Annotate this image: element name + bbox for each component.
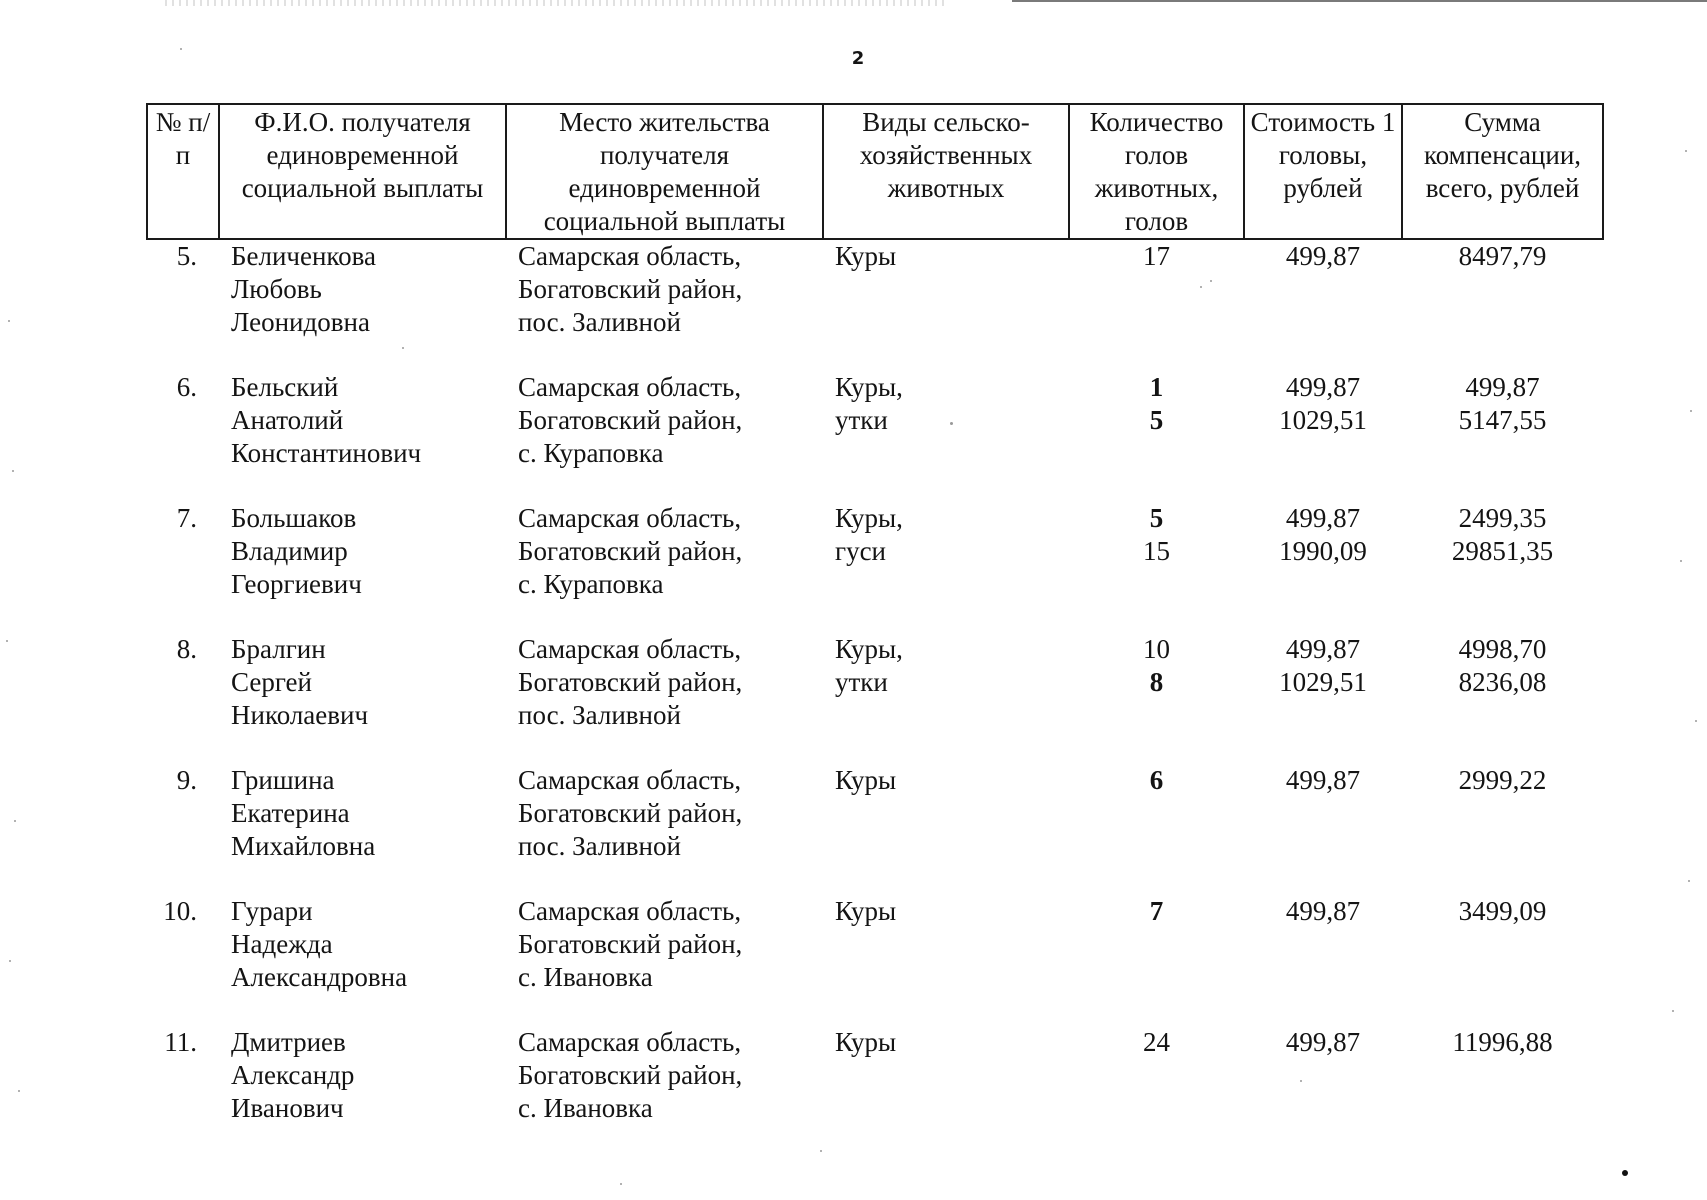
- compensation-sum: [1402, 502, 1603, 633]
- scan-speckle: [18, 1090, 20, 1092]
- compensation-sum-line: 11996,88: [1452, 1027, 1553, 1057]
- scan-speckle: [6, 640, 8, 642]
- animal-kind: [823, 502, 1069, 633]
- scan-speckle: [8, 320, 10, 322]
- recipient-name-line: Гурари: [231, 896, 313, 926]
- residence-line: Самарская область,: [518, 1027, 742, 1057]
- price-per-head-line: 1990,09: [1279, 536, 1367, 566]
- row-number: 11.: [164, 1027, 197, 1057]
- compensation-sum-line: 8236,08: [1458, 667, 1547, 697]
- recipient-name: [219, 371, 506, 502]
- scan-speckle: [14, 820, 16, 822]
- recipient-name: [219, 633, 506, 764]
- recipient-name-line: Сергей: [231, 667, 312, 697]
- residence-line: с. Кураповка: [518, 569, 664, 599]
- head-count: [1069, 633, 1244, 764]
- recipient-name-line: Александровна: [231, 962, 408, 992]
- row-number: 9.: [176, 765, 197, 795]
- header-residence: Место жительства получателя единовременной социальной выплаты: [506, 104, 823, 239]
- price-per-head-line: 499,87: [1285, 896, 1361, 926]
- price-per-head-line: 499,87: [1285, 634, 1361, 664]
- head-count: [1069, 371, 1244, 502]
- residence-line: Самарская область,: [518, 503, 742, 533]
- head-count-line: 10: [1143, 634, 1170, 664]
- scan-speckle: [1690, 410, 1692, 412]
- scan-speckle: [1672, 1010, 1674, 1012]
- price-per-head: [1244, 895, 1402, 1026]
- animal-kind: [823, 239, 1069, 371]
- compensation-table: [146, 103, 1604, 1157]
- recipient-name-line: Дмитриев: [231, 1027, 346, 1057]
- residence-line: Самарская область,: [518, 634, 742, 664]
- row-number: 5.: [176, 241, 197, 271]
- scan-speckle: [1300, 1080, 1302, 1082]
- recipient-name-line: Надежда: [231, 929, 333, 959]
- residence-line: Богатовский район,: [518, 929, 743, 959]
- animal-kind: [823, 764, 1069, 895]
- animal-kind-line: гуси: [835, 536, 887, 566]
- compensation-sum-line: 499,87: [1465, 372, 1540, 402]
- scan-speckle: [1210, 280, 1212, 282]
- row-number: 6.: [176, 372, 197, 402]
- residence-line: Богатовский район,: [518, 274, 743, 304]
- residence: [506, 895, 823, 1026]
- head-count: [1069, 1026, 1244, 1157]
- header-compensation-sum: Сумма компенсации, всего, рублей: [1402, 104, 1603, 239]
- animal-kind: [823, 633, 1069, 764]
- row-number: 7.: [176, 503, 197, 533]
- head-count-line: 24: [1143, 1027, 1170, 1057]
- recipient-name-line: Беличенкова: [231, 241, 377, 271]
- recipient-name-line: Гришина: [231, 765, 335, 795]
- animal-kind: [823, 895, 1069, 1026]
- recipient-name-line: Михайловна: [231, 831, 376, 861]
- animal-kind-line: Куры: [835, 896, 897, 926]
- compensation-sum: [1402, 764, 1603, 895]
- compensation-sum-line: 29851,35: [1451, 536, 1554, 566]
- recipient-name-line: Большаков: [231, 503, 357, 533]
- row-number: 8.: [176, 634, 197, 664]
- price-per-head-line: 499,87: [1285, 765, 1361, 795]
- price-per-head: [1244, 371, 1402, 502]
- residence-line: с. Ивановка: [518, 1093, 653, 1123]
- head-count: [1069, 764, 1244, 895]
- scan-speckle: [620, 1183, 622, 1185]
- table-row: [147, 895, 1603, 1026]
- head-count: [1069, 239, 1244, 371]
- compensation-sum-line: 8497,79: [1458, 241, 1547, 271]
- animal-kind-line: Куры: [835, 1027, 897, 1057]
- compensation-sum: [1402, 633, 1603, 764]
- scan-speckle: [820, 1150, 822, 1152]
- price-per-head-line: 499,87: [1285, 1027, 1361, 1057]
- table-row: [147, 239, 1603, 371]
- scan-edge-line: [1012, 0, 1707, 2]
- recipient-name-line: Георгиевич: [231, 569, 362, 599]
- head-count-line: 15: [1143, 536, 1170, 566]
- recipient-name-line: Бралгин: [231, 634, 326, 664]
- residence-line: Богатовский район,: [518, 798, 743, 828]
- table-row: [147, 764, 1603, 895]
- residence-line: пос. Заливной: [518, 700, 681, 730]
- head-count-line: 8: [1149, 667, 1164, 697]
- header-head-count: Количество голов животных, голов: [1069, 104, 1244, 239]
- animal-kind-line: Куры: [835, 241, 897, 271]
- scan-speckle: [9, 960, 11, 962]
- animal-kind-line: утки: [835, 667, 888, 697]
- compensation-sum: [1402, 895, 1603, 1026]
- scan-dot-mark: [1622, 1170, 1628, 1176]
- table-header: [147, 104, 1603, 239]
- residence-line: Богатовский район,: [518, 1060, 743, 1090]
- price-per-head-line: 499,87: [1285, 372, 1361, 402]
- header-number: № п/п: [147, 104, 219, 239]
- compensation-sum: [1402, 239, 1603, 371]
- residence: [506, 764, 823, 895]
- scan-speckle: [1200, 286, 1202, 288]
- header-animal-kind: Виды сельско-хозяйственных животных: [823, 104, 1069, 239]
- recipient-name-line: Любовь: [231, 274, 322, 304]
- residence-line: Самарская область,: [518, 765, 742, 795]
- table-row: [147, 502, 1603, 633]
- head-count-line: 7: [1149, 896, 1164, 926]
- price-per-head: [1244, 764, 1402, 895]
- compensation-sum: [1402, 1026, 1603, 1157]
- price-per-head-line: 499,87: [1285, 503, 1361, 533]
- head-count-line: 1: [1149, 372, 1164, 402]
- price-per-head: [1244, 1026, 1402, 1157]
- recipient-name-line: Бельский: [231, 372, 339, 402]
- animal-kind: [823, 1026, 1069, 1157]
- price-per-head: [1244, 239, 1402, 371]
- residence-line: Самарская область,: [518, 241, 742, 271]
- price-per-head-line: 1029,51: [1279, 667, 1367, 697]
- price-per-head: [1244, 502, 1402, 633]
- recipient-name: [219, 239, 506, 371]
- animal-kind-line: Куры: [835, 765, 897, 795]
- residence-line: Богатовский район,: [518, 536, 743, 566]
- recipient-name-line: Анатолий: [231, 405, 344, 435]
- table-row: [147, 371, 1603, 502]
- recipient-name-line: Александр: [231, 1060, 355, 1090]
- scan-speckle: [1680, 560, 1682, 562]
- residence-line: Богатовский район,: [518, 405, 743, 435]
- recipient-name-line: Константинович: [231, 438, 422, 468]
- table-body: [147, 239, 1603, 1157]
- recipient-name: [219, 502, 506, 633]
- page-number: 2: [851, 48, 865, 69]
- residence: [506, 239, 823, 371]
- residence: [506, 371, 823, 502]
- animal-kind-line: Куры,: [835, 372, 903, 402]
- compensation-sum-line: 2499,35: [1458, 503, 1547, 533]
- table-row: [147, 1026, 1603, 1157]
- scan-noise-top: [165, 0, 945, 6]
- recipient-name-line: Екатерина: [231, 798, 350, 828]
- compensation-sum: [1402, 371, 1603, 502]
- header-price-per-head: Стоимость 1 головы, рублей: [1244, 104, 1402, 239]
- head-count: [1069, 502, 1244, 633]
- scan-speckle: [1695, 720, 1697, 722]
- price-per-head: [1244, 633, 1402, 764]
- row-number: 10.: [163, 896, 197, 926]
- head-count-line: 17: [1143, 241, 1170, 271]
- residence-line: Самарская область,: [518, 896, 742, 926]
- recipient-name: [219, 764, 506, 895]
- head-count-line: 5: [1149, 503, 1164, 533]
- head-count-line: 6: [1149, 765, 1164, 795]
- residence: [506, 502, 823, 633]
- recipient-name-line: Леонидовна: [231, 307, 370, 337]
- residence-line: Богатовский район,: [518, 667, 743, 697]
- price-per-head-line: 1029,51: [1279, 405, 1367, 435]
- residence-line: Самарская область,: [518, 372, 742, 402]
- scan-speckle: [12, 470, 14, 472]
- recipient-name-line: Николаевич: [231, 700, 369, 730]
- recipient-name: [219, 1026, 506, 1157]
- scan-speckle: [1688, 880, 1690, 882]
- scan-speckle: [402, 347, 404, 349]
- residence-line: с. Ивановка: [518, 962, 653, 992]
- animal-kind: [823, 371, 1069, 502]
- scan-speckle: [950, 422, 953, 425]
- scan-speckle: [180, 48, 182, 50]
- residence-line: пос. Заливной: [518, 831, 681, 861]
- residence: [506, 1026, 823, 1157]
- head-count-line: 5: [1149, 405, 1164, 435]
- compensation-sum-line: 4998,70: [1458, 634, 1547, 664]
- residence: [506, 633, 823, 764]
- residence-line: пос. Заливной: [518, 307, 681, 337]
- recipient-name-line: Владимир: [231, 536, 348, 566]
- residence-line: с. Кураповка: [518, 438, 664, 468]
- header-row: [147, 104, 1603, 239]
- scan-speckle: [1685, 150, 1687, 152]
- animal-kind-line: Куры,: [835, 634, 903, 664]
- compensation-sum-line: 3499,09: [1458, 896, 1547, 926]
- price-per-head-line: 499,87: [1285, 241, 1361, 271]
- recipient-name-line: Иванович: [231, 1093, 344, 1123]
- animal-kind-line: утки: [835, 405, 888, 435]
- head-count: [1069, 895, 1244, 1026]
- animal-kind-line: Куры,: [835, 503, 903, 533]
- header-recipient-name: Ф.И.О. получателя единовременной социальной выплаты: [219, 104, 506, 239]
- table-row: [147, 633, 1603, 764]
- recipient-name: [219, 895, 506, 1026]
- compensation-sum-line: 2999,22: [1458, 765, 1547, 795]
- compensation-sum-line: 5147,55: [1458, 405, 1547, 435]
